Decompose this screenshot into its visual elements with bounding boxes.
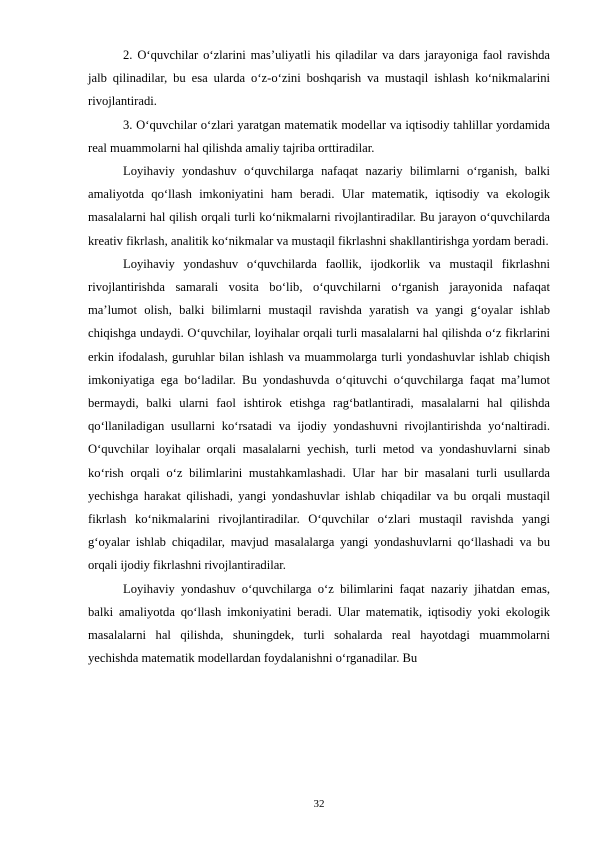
paragraph-project-approach-practice: Loyihaviy yondashuv o‘quvchilarga o‘z bilimlarini faqat nazariy jihatdan emas, balki amaliyotda qo‘llash imkoniyatini beradi. Ular matematik, iqtisodiy yoki ekologik masalalarni hal qilishda, shuningdek, turli sohalarda real hayotdagi muammolarni yechishda matematik modellardan foydalanishni o‘rganadilar. Bu [88, 581, 550, 666]
paragraph-list-item-3: 3. O‘quvchilar o‘zlari yaratgan matematik modellar va iqtisodiy tahlillar yordamida real muammolarni hal qilishda amaliy tajriba orttiradilar. [88, 117, 550, 155]
paragraph-list-item-2: 2. O‘quvchilar o‘zlarini mas’uliyatli his qiladilar va dars jarayoniga faol ravishda jalb qilinadilar, bu esa ularda o‘z-o‘zini boshqarish va mustaqil ishlash ko‘nikmalarini rivojlantiradi. [88, 48, 550, 109]
page-number: 32 [313, 798, 325, 810]
paragraph-project-approach-intro: Loyihaviy yondashuv o‘quvchilarga nafaqat nazariy bilimlarni o‘rganish, balki amaliyotda qo‘llash imkoniyatini ham beradi. Ular matematik, iqtisodiy va ekologik masalalarni hal qilish orqali turli ko‘nikmalarni rivojlantiradilar. Bu jarayon o‘quvchilarda kreativ fikrlash, analitik ko‘nikmalar va mustaqil fikrlashni shakllantirishga yordam beradi. [88, 164, 550, 248]
document-page [88, 44, 550, 670]
paragraph-project-approach-creativity: Loyihaviy yondashuv o‘quvchilarda faollik, ijodkorlik va mustaqil fikrlashni rivojlantirishda samarali vosita bo‘lib, o‘quvchilarni o‘rganish jarayonida nafaqat ma’lumot olish, balki bilimlarni mustaqil ravishda yaratish va yangi g‘oyalar ishlab chiqishga undaydi. O‘quvchilar, loyihalar orqali turli masalalarni hal qilishda o‘z fikrlarini erkin ifodalash, guruhlar bilan ishlash va muammolarga turli yondashuvlar ishlab chiqish imkoniyatiga ega bo‘ladilar. Bu yondashuvda o‘qituvchi o‘quvchilarga faqat ma’lumot bermaydi, balki ularni faol ishtirok etishga rag‘batlantiradi, masalalarni hal qilishda qo‘llaniladigan usullarni ko‘rsatadi va ijodiy yondashuvni rivojlantirishda yo‘naltiradi. O‘quvchilar loyihalar orqali masalalarni yechish, turli metod va yondashuvlarni sinab ko‘rish orqali o‘z bilimlarini mustahkamlashadi. Ular har bir masalani turli usullarda yechishga harakat qilishadi, yangi yondashuvlar ishlab chiqadilar va bu orqali mustaqil fikrlash ko‘nikmalarini rivojlantiradilar. O‘quvchilar o‘zlari mustaqil ravishda yangi g‘oyalar ishlab chiqadilar, mavjud masalalarga yangi yondashuvlarni qo‘llashadi va bu orqali ijodiy fikrlashni rivojlantiradilar. [88, 256, 550, 573]
